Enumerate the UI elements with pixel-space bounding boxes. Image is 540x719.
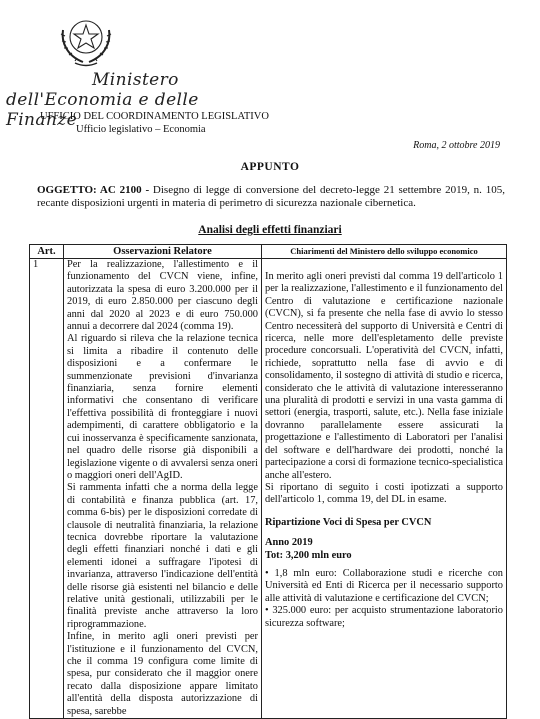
header-art: Art. — [30, 245, 64, 259]
emblem-of-italy-icon — [55, 10, 117, 70]
ministry-paragraph: In merito agli oneri previsti dal comma 19 dell'articolo 1 per la realizzazione, l'allestimento e il funzionamento del Centro di valutazione e certificazione nazionale (CVCN), si fa presente che nella fase di avvio lo stesso Centro necessiterà del supporto di Università e Centri di ricerca, nelle more dell'espletamento delle previste procedure concorsuali. L'operatività del CVCN, infatti, richiede, soprattutto nella fase di avvio e di consolidamento, il sostegno di attività di studio e ricerca, considerato che le attività di valutazione interesseranno una pluralità di prodotti e servizi in una vasta gamma di settori (energia, trasporti, salute, etc.). Nella fase iniziale dovranno parallelamente essere assicurati la progettazione e l'allestimento di Laboratori per l'analisi del software e dell'hardware dei prodotti, nonché la partecipazione a corsi di formazione tecnico-specialistica anche all'estero. — [265, 271, 504, 481]
year-total: Tot: 3,200 mln euro — [265, 549, 352, 561]
breakdown-title: Ripartizione Voci di Spesa per CVCN — [265, 516, 432, 528]
ministry-cell — [262, 259, 507, 719]
table-header-row — [30, 245, 507, 259]
list-item: • 325.000 euro: per acquisto strumentazione laboratorio sicurezza software; — [265, 605, 503, 630]
subject-line — [37, 184, 505, 210]
ministry-name-line2: dell'Economia e delle Finanze — [6, 90, 199, 130]
analysis-table — [29, 244, 507, 719]
ministry-name-line1: Ministero — [92, 70, 179, 90]
observation-paragraph: Al riguardo si rileva che la relazione tecnica si limita a ribadire il contenuto delle disposizioni e a confermare le summenzionate previsioni d'invarianza finanziaria, senza fornire elementi informativi che consentano di verificare l'effettiva possibilità di fronteggiare i nuovi adempimenti, di carattere obbligatorio e la cui inosservanza è specificamente sanzionata, nel quadro delle risorse già disponibili a legislazione vigente o di avvalersi senza oneri o maggiori oneri dell'AgID. — [67, 333, 258, 481]
subject-text: Disegno di legge di conversione del decreto-legge 21 settembre 2019, n. 105, recante disposizioni urgenti in materia di perimetro di sicurezza nazionale cibernetica. — [37, 184, 505, 209]
observation-paragraph: Infine, in merito agli oneri previsti per l'istituzione e il funzionamento del CVCN, che il comma 19 configura come limite di spesa, pur considerato che il maggior onere recato dalla disposizione appare limitato all'entità della disposta autorizzazione di spesa, sarebbe — [67, 631, 258, 717]
article-number: 1 — [30, 259, 64, 719]
ministry-paragraph: Si riportano di seguito i costi ipotizzati a supporto dell'articolo 1, comma 19, del DL in esame. — [265, 481, 503, 506]
office-name: UFFICIO DEL COORDINAMENTO LEGISLATIVO — [40, 111, 269, 122]
list-item: • 1,8 mln euro: Collaborazione studi e ricerche con Università ed Enti di Ricerca per il necessario supporto alle attività di valutazione e certificazione del CVCN; — [265, 568, 503, 605]
sub-office-name: Ufficio legislativo – Economia — [76, 124, 206, 135]
section-title: Analisi degli effetti finanziari — [198, 224, 342, 236]
document-title: APPUNTO — [240, 161, 300, 173]
subject-label: OGGETTO: AC 2100 - — [37, 184, 150, 196]
office-block — [40, 110, 269, 136]
observation-paragraph: Si rammenta infatti che a norma della legge di contabilità e finanza pubblica (art. 17, comma 6-bis) per le disposizioni corredate di clausole di neutralità finanziaria, la relazione tecnica dovrebbe riportare la valutazione degli effetti finanziari nonché i dati e gli elementi idonei a suffragare l'ipotesi di invarianza, attraverso l'indicazione dell'entità delle risorse già esistenti nel bilancio e delle relative unità gestionali, utilizzabili per le finalità previste anche attraverso la loro riprogrammazione. — [67, 482, 258, 630]
year-label: Anno 2019 — [265, 537, 313, 549]
observation-paragraph: Per la realizzazione, l'allestimento e il funzionamento del CVCN viene, infine, autorizzata la spesa di euro 3.200.000 per il 2019, di euro 2.850.000 per ciascuno degli anni dal 2020 al 2023 e di euro 750.000 annui a decorrere dal 2024 (comma 19). — [67, 259, 258, 333]
document-date: Roma, 2 ottobre 2019 — [413, 140, 500, 151]
cost-items-list — [265, 568, 503, 630]
header-ministry: Chiarimenti del Ministero dello sviluppo economico — [262, 245, 507, 259]
header-observations: Osservazioni Relatore — [64, 245, 262, 259]
observations-cell — [64, 259, 262, 719]
table-row — [30, 259, 507, 719]
